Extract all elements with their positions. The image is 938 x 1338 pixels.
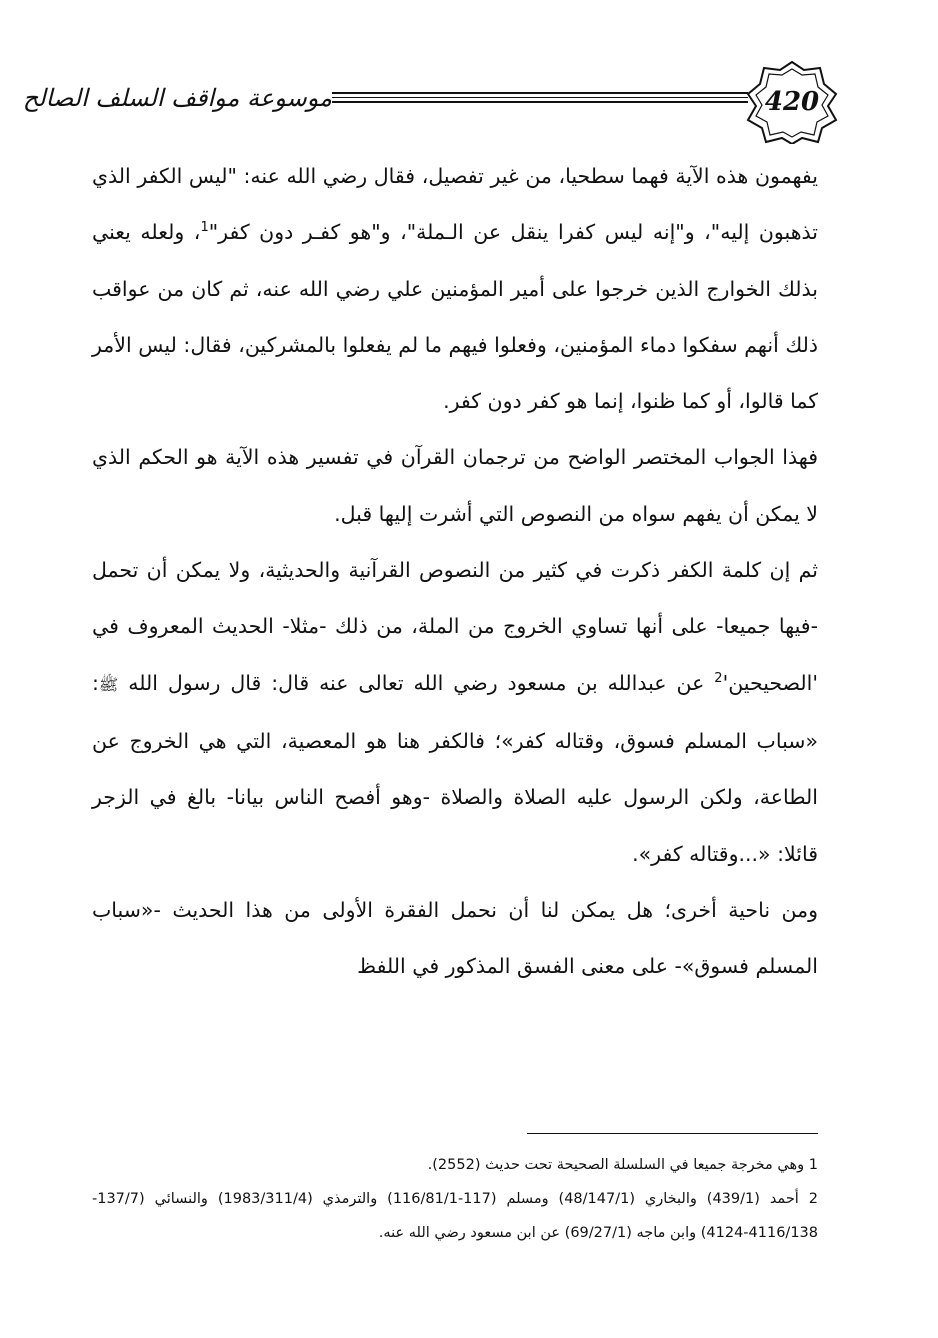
- footnote-separator: [527, 1133, 818, 1134]
- page-number: 420: [764, 87, 820, 117]
- header-rule: [332, 92, 748, 104]
- footnote-2: 2 أحمد (439/1) والبخاري (48/147/1) ومسلم (117-116/81/1) والترمذي (1983/311/4) والنسائي (137/7-4116/138-4124) وابن ماجه (69/27/1) عن ابن مسعود رضي الله عنه.: [92, 1191, 818, 1241]
- paragraph-1-cont: ، ولعله يعني بذلك الخوارج الذين خرجوا على أمير المؤمنين علي رضي الله عنه، ثم كان من عواقب ذلك أنهم سفكوا دماء المؤمنين، وفعلوا فيهم ما لم يفعلوا بالمشركين، فقال: ليس الأمر كما قالوا، أو كما ظنوا، إنما هو كفر دون كفر.: [92, 220, 818, 414]
- footnotes: [92, 1148, 818, 1250]
- paragraph-1-text: يفهمون هذه الآية فهما سطحيا، من غير تفصيل، فقال رضي الله عنه: "ليس الكفر الذي تذهبون إليه"، و"إنه ليس كفرا ينقل عن الـملة"، و"هو كفـر دون كفر": [92, 164, 818, 245]
- footnote-ref-2: 2: [714, 670, 723, 686]
- salutation-glyph: ﷺ: [98, 674, 119, 694]
- footnote-1: 1 وهي مخرجة جميعا في السلسلة الصحيحة تحت حديث (2552).: [427, 1157, 818, 1173]
- paragraph-4-text: ومن ناحية أخرى؛ هل يمكن لنا أن نحمل الفقرة الأولى من هذا الحديث -«سباب المسلم فسوق»- على معنى الفسق المذكور في اللفظ: [92, 897, 818, 979]
- paragraph-3: [92, 542, 818, 882]
- series-title: موسوعة مواقف السلف الصالح: [22, 84, 332, 112]
- paragraph-2-text: فهذا الجواب المختصر الواضح من ترجمان القرآن في تفسير هذه الآية هو الحكم الذي لا يمكن أن يفهم سواه من النصوص التي أشرت إليها قبل.: [92, 445, 818, 526]
- paragraph-3-end: : «سباب المسلم فسوق، وقتاله كفر»؛ فالكفر هنا هو المعصية، التي هي الخروج عن الطاعة، ولكن الرسول عليه الصلاة والصلاة -وهو أفصح الناس بيانا- بالغ في الزجر قائلا: «...وقتاله كفر».: [92, 670, 818, 866]
- paragraph-2: [92, 429, 818, 542]
- page-header: [22, 60, 848, 148]
- page-body: [92, 148, 818, 994]
- paragraph-3-text: ثم إن كلمة الكفر ذكرت في كثير من النصوص القرآنية والحديثية، ولا يمكن أن تحمل -فيها جميعا- على أنها تساوي الخروج من الملة، من ذلك -مثلا- الحديث المعروف في 'الصحيحين': [92, 558, 818, 695]
- paragraph-1: [92, 148, 818, 429]
- footnote-ref-1: 1: [200, 220, 209, 236]
- paragraph-3-cont: عن عبدالله بن مسعود رضي الله تعالى عنه قال: قال رسول الله: [118, 670, 715, 695]
- page-number-badge: [746, 60, 838, 144]
- paragraph-4: [92, 882, 818, 995]
